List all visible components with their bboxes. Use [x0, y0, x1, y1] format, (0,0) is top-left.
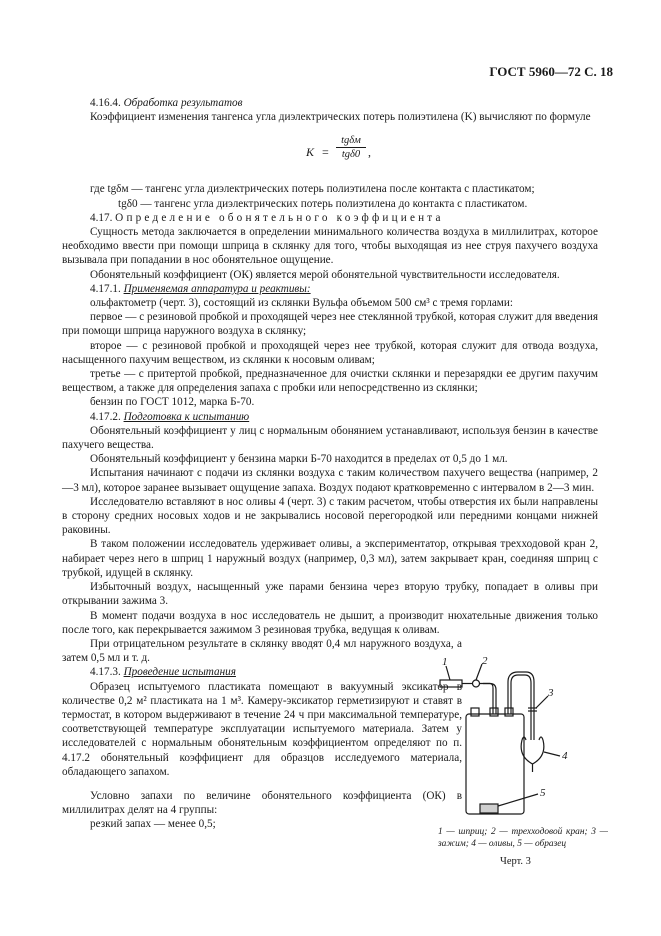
- paragraph: Избыточный воздух, насыщенный уже парами бензина через вторую трубку, попадает в оливы при открывании зажима 3.: [62, 581, 598, 608]
- section-title: Проведение испытания: [123, 666, 236, 679]
- formula-where-line: tgδ0 — тангенс угла диэлектрических потерь полиэтилена до контакта с пластикатом.: [118, 197, 528, 210]
- section-4-17-2-heading: [62, 410, 598, 424]
- paragraph: бензин по ГОСТ 1012, марка Б-70.: [90, 396, 255, 409]
- formula-where-line: где tgδм — тангенс угла диэлектрических потерь полиэтилена после контакта с пластикатом;: [90, 183, 535, 196]
- page-header: ГОСТ 5960—72 С. 18: [489, 64, 613, 79]
- figure-olfactometer: [438, 656, 608, 867]
- flask-shape: [466, 714, 524, 814]
- section-4-17-1-heading: [62, 282, 598, 296]
- paragraph: Сущность метода заключается в определении минимального количества воздуха в миллилитрах, которое необходимо ввести при помощи шприца в склянку для того, чтобы выходящая из нее струя пахучего воздуха вызывала при попадании в нос обонятельное ощущение.: [62, 226, 598, 267]
- figure-caption: 1 — шприц; 2 — трехходовой кран; 3 — зажим; 4 — оливы, 5 — образец: [438, 827, 608, 849]
- paragraph: ольфактометр (черт. 3), состоящий из склянки Вульфа объемом 500 см³ с тремя горлами:: [90, 297, 513, 310]
- figure-label-3: 3: [548, 687, 554, 699]
- section-number: 4.17.1.: [90, 282, 121, 295]
- section-4-17-heading: [62, 211, 598, 225]
- section-number: 4.17.3.: [90, 666, 121, 679]
- paragraph: Обонятельный коэффициент у бензина марки Б-70 находится в пределах от 0,5 до 1 мл.: [90, 453, 508, 466]
- sample-shape: [480, 804, 498, 813]
- paragraph: Испытания начинают с подачи из склянки воздуха с таким количеством пахучего вещества (например, 2—3 мл), которое заранее вызывает ощущение запаха. Воздух подают кратковременно с интервалом в 2—3 мин.: [62, 467, 598, 494]
- section-title: Определение обонятельного коэффициента: [115, 211, 444, 224]
- formula-fraction: [336, 134, 366, 161]
- olfactometer-drawing: [438, 656, 608, 824]
- figure-title: Черт. 3: [500, 856, 531, 867]
- paragraph: Коэффициент изменения тангенса угла диэлектрических потерь полиэтилена (K) вычисляют по формуле: [90, 111, 591, 124]
- section-title: Применяемая аппаратура и реактивы:: [123, 282, 311, 295]
- paragraph: В таком положении исследователь удерживает оливы, а экспериментатор, открывая трехходовой кран 2, набирает через него в шприц 1 наружный воздух (например, 0,3 мл), затем закрывает кран, соединяя шприц с трубкой, идущей в склянку.: [62, 538, 598, 579]
- section-4-17-3-heading: [62, 665, 462, 679]
- formula-equals: =: [322, 145, 329, 160]
- figure-label-4: 4: [562, 750, 568, 762]
- section-4-16-4-heading: [62, 96, 598, 110]
- section-title: Обработка результатов: [123, 97, 243, 109]
- paragraph: Условно запахи по величине обонятельного коэффициента (ОК) в миллилитрах делят на 4 группы:: [62, 789, 462, 817]
- paragraph: резкий запах — менее 0,5;: [90, 818, 216, 831]
- formula-numerator: tgδм: [336, 134, 366, 148]
- paragraph: первое — с резиновой пробкой и проходящей через нее стеклянной трубкой, которая служит для введения при помощи шприца наружного воздуха в склянку;: [62, 311, 598, 338]
- formula-comma: ,: [368, 145, 371, 160]
- paragraph: Обонятельный коэффициент (ОК) является мерой обонятельной чувствительности исследователя.: [90, 268, 560, 281]
- section-number: 4.17.2.: [90, 410, 121, 423]
- formula-lhs: K: [306, 145, 315, 160]
- section-number: 4.17.: [90, 211, 113, 224]
- figure-label-5: 5: [540, 787, 546, 799]
- paragraph: В момент подачи воздуха в нос исследователь не дышит, а производит нюхательные движения только после того, как перекрывается зажимом 3 резиновая трубка, ведущая к оливам.: [62, 609, 598, 636]
- paragraph: второе — с резиновой пробкой и проходящей через нее трубкой, которая служит для отвода воздуха, насыщенного пахучим веществом, из склянки к носовым оливам;: [62, 339, 598, 366]
- paragraph: Образец испытуемого пластиката помещают в вакуумный эксикатор в количестве 0,2 м² пластиката на 1 м³. Камеру-эксикатор герметизируют и ставят в термостат, в котором выдерживают в течение 24 ч при максимальной температуре, соответствующей температуре эксплуатации испытуемого материала. Затем у исследователей с нормальным обонятельным коэффициентом определяют по п. 4.17.2 обонятельный коэффициент для образцов исследуемого материала, обладающего запахом.: [62, 680, 462, 778]
- paragraph: третье — с притертой пробкой, предназначенное для очистки склянки и перезарядки ее другим пахучим веществом, а также для определения запаха с пробки или непосредственно из склянки;: [62, 368, 598, 395]
- tap-shape: [473, 680, 480, 687]
- syringe-shape: [440, 680, 462, 687]
- paragraph: Исследователю вставляют в нос оливы 4 (черт. 3) с таким расчетом, чтобы отверстия их были направлены в сторону средних носовых ходов и не закрывались носовой перегородкой или передними концами нижней раковины.: [62, 495, 598, 537]
- figure-label-2: 2: [482, 656, 488, 667]
- paragraph: Обонятельный коэффициент у лиц с нормальным обонянием устанавливают, используя бензин в качестве пахучего вещества.: [62, 424, 598, 452]
- section-title: Подготовка к испытанию: [123, 410, 250, 423]
- left-column: [62, 637, 462, 832]
- formula-denominator: tgδ0: [341, 149, 361, 161]
- formula: [62, 134, 598, 168]
- paragraph: При отрицательном результате в склянку вводят 0,4 мл наружного воздуха, а затем 0,5 мл и т. д.: [62, 637, 462, 665]
- figure-label-1: 1: [442, 656, 448, 668]
- section-number: 4.16.4.: [90, 97, 121, 109]
